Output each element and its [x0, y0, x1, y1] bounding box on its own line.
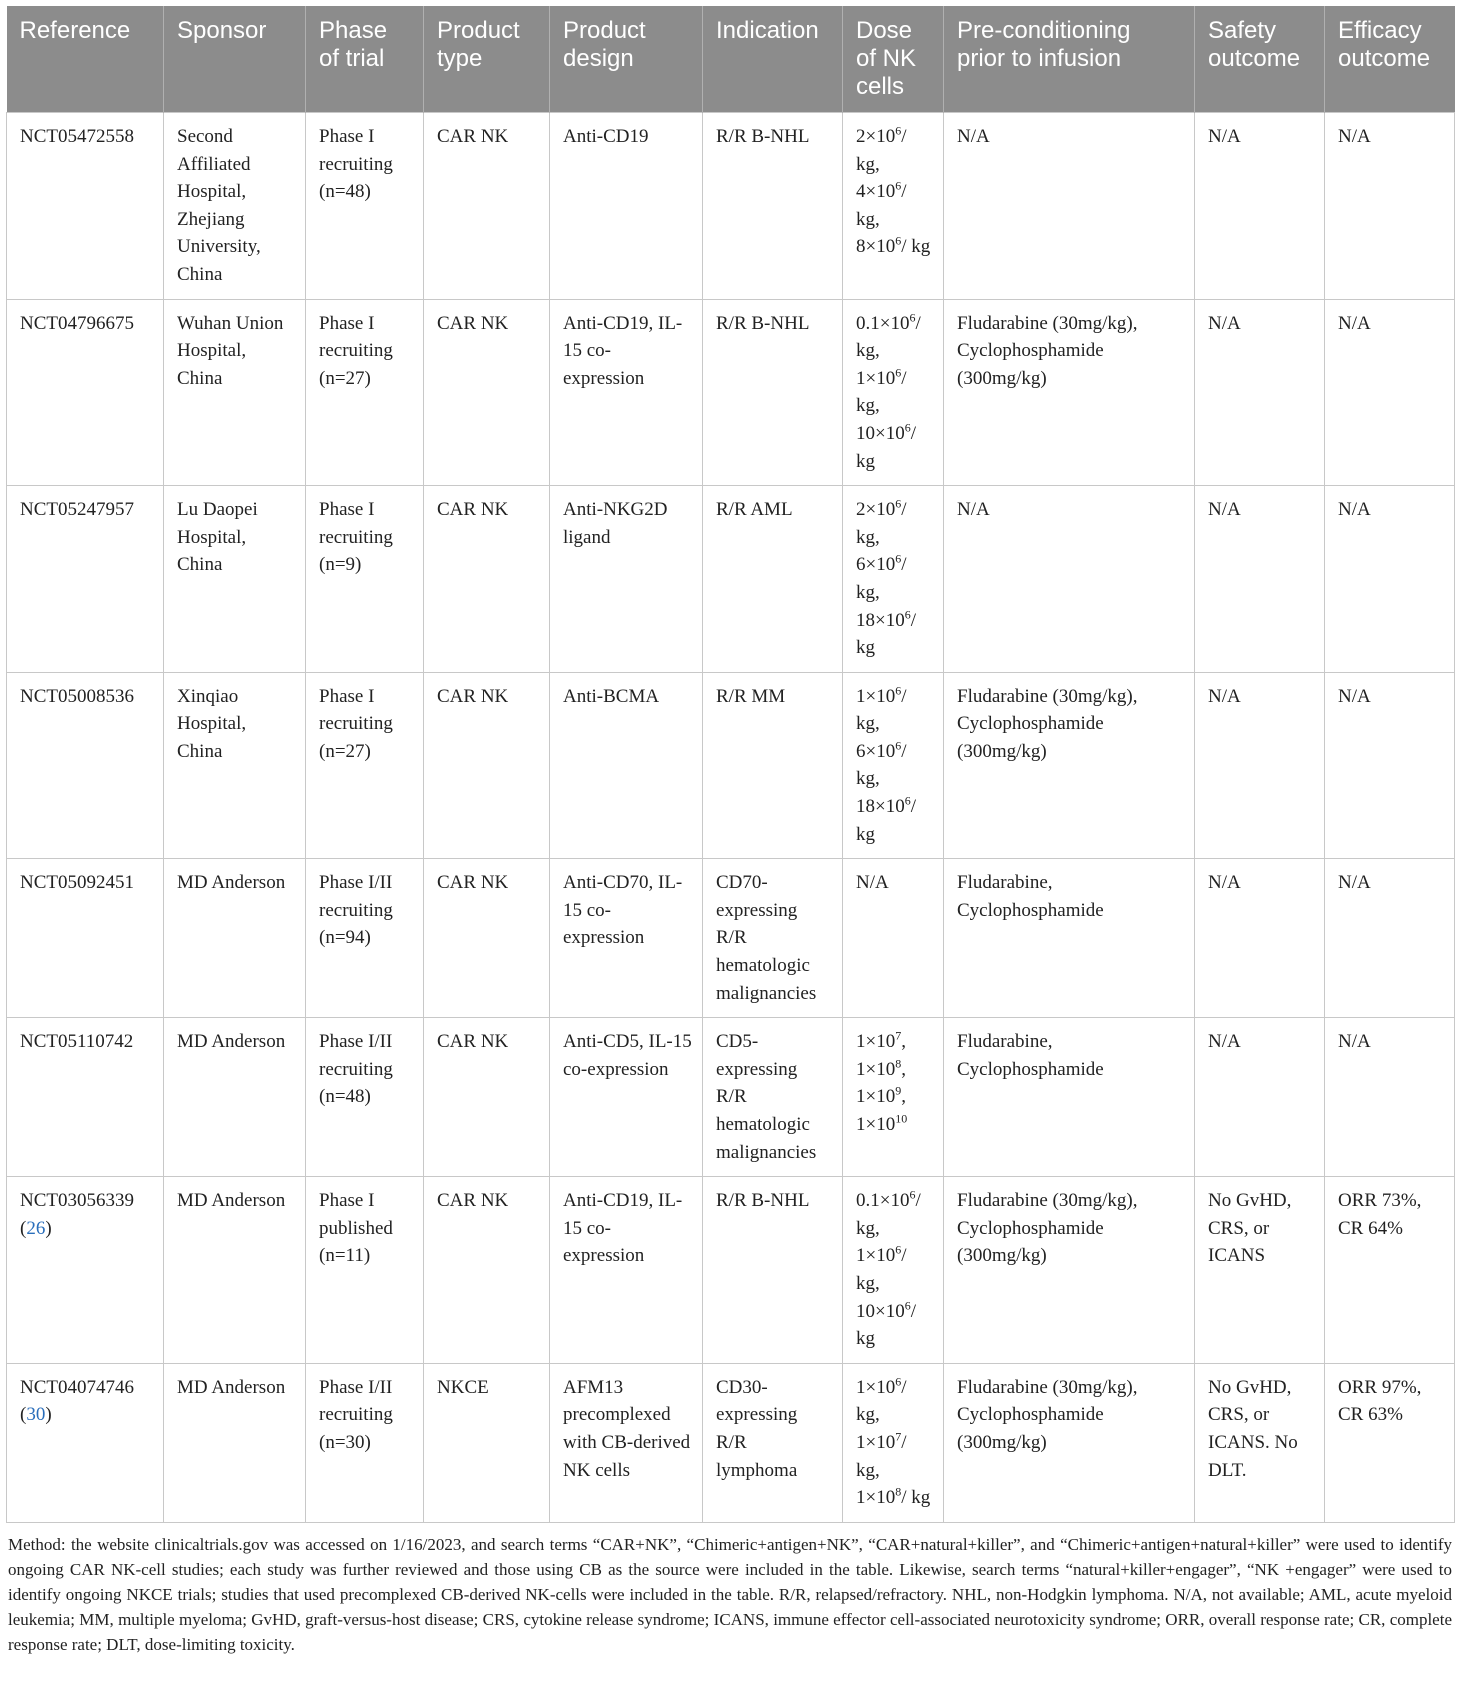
header-indication: Indication	[703, 6, 843, 113]
dose-unit: / kg	[901, 1487, 931, 1509]
dose-exponent: 6	[904, 420, 911, 435]
cell-product-design: Anti-NKG2D ligand	[550, 486, 703, 673]
dose-exponent: 6	[895, 1243, 902, 1258]
cell-phase: Phase I recruiting (n=9)	[306, 486, 424, 673]
dose-unit: / kg,	[856, 1190, 921, 1239]
table-body	[7, 113, 1455, 1523]
cell-reference	[7, 672, 164, 859]
dose-exponent: 8	[895, 1484, 902, 1499]
cell-reference	[7, 486, 164, 673]
cell-product-type: CAR NK	[424, 486, 550, 673]
dose-exponent: 6	[895, 1374, 902, 1389]
dose-value	[856, 365, 933, 420]
dose-unit: / kg,	[856, 1431, 907, 1481]
dose-base: 6×10	[856, 554, 896, 576]
dose-base: 2×10	[856, 126, 896, 147]
dose-exponent: 6	[895, 234, 902, 249]
cell-reference: NCT03056339 (26)	[7, 1177, 164, 1364]
cell-indication: CD70-expressing R/R hematologic malignancies	[703, 859, 843, 1018]
cell-dose	[843, 1177, 944, 1364]
dose-base: 4×10	[856, 181, 896, 203]
cell-safety: N/A	[1195, 486, 1325, 673]
cell-phase: Phase I/II recruiting (n=48)	[306, 1018, 424, 1177]
cell-dose	[843, 1363, 944, 1522]
dose-value	[856, 1187, 933, 1242]
cell-safety: N/A	[1195, 672, 1325, 859]
cell-preconditioning: Fludarabine (30mg/kg), Cyclophosphamide (300mg/kg)	[944, 299, 1195, 486]
cell-indication: CD5-expressing R/R hematologic malignancies	[703, 1018, 843, 1177]
dose-base: 18×10	[856, 796, 905, 818]
dose-unit: / kg,	[856, 685, 907, 735]
dose-unit: / kg	[856, 796, 916, 845]
reference-id: NCT05472558	[20, 126, 134, 147]
dose-base: 10×10	[856, 422, 905, 444]
cell-efficacy: N/A	[1325, 859, 1455, 1018]
dose-base: 18×10	[856, 609, 905, 631]
header-phase: Phase of trial	[306, 6, 424, 113]
cell-phase: Phase I recruiting (n=48)	[306, 113, 424, 300]
header-reference: Reference	[7, 6, 164, 113]
dose-base: 0.1×10	[856, 1190, 910, 1212]
dose-value	[856, 123, 933, 178]
dose-exponent: 6	[909, 310, 916, 325]
dose-exponent: 6	[895, 496, 902, 511]
table-footnote: Method: the website clinicaltrials.gov was accessed on 1/16/2023, and search terms “CAR+NK”, “Chimeric+antigen+NK”, “CAR+natural+killer”, and “Chimeric+antigen+natural+killer” were used to identify ongoing CAR NK-cell studies; each study was further reviewed and those using CB as the source were included in the table. Likewise, search terms “natural+killer+engager”, “NK +engager” were used to identify ongoing NKCE trials; studies that used precomplexed CB-derived NK-cells were included in the table. R/R, relapsed/refractory. NHL, non-Hodgkin lymphoma. N/A, not available; AML, acute myeloid leukemia; MM, multiple myeloma; GvHD, graft-versus-host disease; CRS, cytokine release syndrome; ICANS, immune effector cell-associated neurotoxicity syndrome; ORR, overall response rate; CR, complete response rate; DLT, dose-limiting toxicity.	[8, 1534, 1452, 1654]
cell-preconditioning: Fludarabine (30mg/kg), Cyclophosphamide (300mg/kg)	[944, 1363, 1195, 1522]
reference-id: NCT05092451	[20, 872, 134, 894]
dose-base: 1×10	[856, 685, 896, 707]
dose-value	[856, 1111, 933, 1139]
dose-exponent: 6	[895, 738, 902, 753]
cell-safety: N/A	[1195, 113, 1325, 300]
dose-unit: / kg	[856, 422, 916, 472]
cell-dose	[843, 672, 944, 859]
cell-product-design: Anti-CD5, IL-15 co-expression	[550, 1018, 703, 1177]
dose-base: N/A	[856, 872, 889, 894]
cell-phase: Phase I published (n=11)	[306, 1177, 424, 1364]
dose-unit: ,	[901, 1031, 906, 1053]
dose-base: 1×10	[856, 367, 896, 389]
cell-sponsor: MD Anderson	[164, 1363, 306, 1522]
cell-indication: R/R B-NHL	[703, 299, 843, 486]
cell-product-type: NKCE	[424, 1363, 550, 1522]
cell-efficacy: ORR 73%, CR 64%	[1325, 1177, 1455, 1364]
dose-value	[856, 420, 933, 475]
dose-value	[856, 607, 933, 662]
cell-sponsor: MD Anderson	[164, 1177, 306, 1364]
dose-value	[856, 1083, 933, 1111]
cell-phase: Phase I/II recruiting (n=30)	[306, 1363, 424, 1522]
reference-id: NCT05110742	[20, 1031, 134, 1053]
dose-base: 1×10	[856, 1031, 896, 1053]
cell-sponsor: MD Anderson	[164, 859, 306, 1018]
cell-indication: R/R B-NHL	[703, 1177, 843, 1364]
header-row	[7, 6, 1455, 113]
cell-sponsor: Wuhan Union Hospital, China	[164, 299, 306, 486]
dose-value	[856, 233, 933, 261]
cell-preconditioning: N/A	[944, 113, 1195, 300]
dose-unit: / kg,	[856, 126, 907, 175]
dose-value	[856, 683, 933, 738]
dose-base: 1×10	[856, 1487, 896, 1509]
cell-product-design: Anti-CD19	[550, 113, 703, 300]
dose-unit: / kg,	[856, 181, 907, 230]
cell-dose	[843, 113, 944, 300]
dose-base: 1×10	[856, 1245, 896, 1267]
dose-unit: ,	[901, 1058, 906, 1080]
cell-preconditioning: Fludarabine, Cyclophosphamide	[944, 1018, 1195, 1177]
dose-value	[856, 738, 933, 793]
dose-exponent: 6	[895, 123, 902, 138]
cell-reference	[7, 859, 164, 1018]
dose-exponent: 6	[895, 551, 902, 566]
cell-sponsor: MD Anderson	[164, 1018, 306, 1177]
table-row	[7, 113, 1455, 300]
cell-product-type: CAR NK	[424, 859, 550, 1018]
table-header	[7, 6, 1455, 113]
dose-value	[856, 1429, 933, 1484]
cell-product-type: CAR NK	[424, 1177, 550, 1364]
cell-product-type: CAR NK	[424, 672, 550, 859]
citation-link[interactable]: 26	[26, 1217, 46, 1239]
table-row	[7, 299, 1455, 486]
cell-product-design: Anti-CD19, IL-15 co-expression	[550, 1177, 703, 1364]
cell-sponsor: Second Affiliated Hospital, Zhejiang University, China	[164, 113, 306, 300]
cell-phase: Phase I recruiting (n=27)	[306, 672, 424, 859]
cell-indication: R/R AML	[703, 486, 843, 673]
dose-exponent: 6	[904, 1298, 911, 1313]
dose-unit: / kg,	[856, 554, 907, 603]
dose-base: 1×10	[856, 1114, 896, 1135]
table-row	[7, 672, 1455, 859]
dose-unit: / kg	[856, 609, 916, 659]
cell-preconditioning: Fludarabine (30mg/kg), Cyclophosphamide (300mg/kg)	[944, 1177, 1195, 1364]
dose-base: 6×10	[856, 740, 896, 762]
dose-unit: ,	[901, 1086, 906, 1108]
dose-exponent: 6	[909, 1187, 916, 1202]
cell-preconditioning: Fludarabine, Cyclophosphamide	[944, 859, 1195, 1018]
dose-base: 0.1×10	[856, 312, 910, 334]
table-row	[7, 1177, 1455, 1364]
cell-product-design: Anti-CD70, IL-15 co-expression	[550, 859, 703, 1018]
cell-efficacy: N/A	[1325, 672, 1455, 859]
dose-exponent: 10	[895, 1111, 908, 1126]
cell-dose	[843, 859, 944, 1018]
cell-product-type: CAR NK	[424, 299, 550, 486]
dose-value	[856, 1028, 933, 1056]
cell-reference	[7, 113, 164, 300]
dose-unit: / kg,	[856, 367, 907, 417]
reference-id: NCT05008536	[20, 685, 134, 707]
cell-preconditioning: Fludarabine (30mg/kg), Cyclophosphamide (300mg/kg)	[944, 672, 1195, 859]
cell-product-type: CAR NK	[424, 113, 550, 300]
header-dose: Dose of NK cells	[843, 6, 944, 113]
cell-efficacy: N/A	[1325, 299, 1455, 486]
table-row	[7, 1018, 1455, 1177]
table-row	[7, 859, 1455, 1018]
table-row	[7, 486, 1455, 673]
dose-unit: / kg,	[856, 740, 907, 790]
dose-base: 8×10	[856, 236, 896, 258]
dose-value	[856, 1298, 933, 1353]
cell-phase: Phase I recruiting (n=27)	[306, 299, 424, 486]
cell-reference: NCT04074746 (30)	[7, 1363, 164, 1522]
dose-exponent: 7	[895, 1429, 902, 1444]
table-row	[7, 1363, 1455, 1522]
cell-efficacy: N/A	[1325, 1018, 1455, 1177]
trials-table	[6, 6, 1455, 1523]
dose-exponent: 6	[904, 793, 911, 808]
cell-product-type: CAR NK	[424, 1018, 550, 1177]
citation-link[interactable]: 30	[26, 1404, 46, 1426]
dose-exponent: 8	[895, 1056, 902, 1071]
header-preconditioning: Pre-conditioning prior to infusion	[944, 6, 1195, 113]
dose-base: 1×10	[856, 1431, 896, 1453]
dose-value	[856, 551, 933, 606]
dose-value	[856, 793, 933, 848]
reference-id: NCT04796675	[20, 312, 134, 334]
cell-safety: N/A	[1195, 1018, 1325, 1177]
dose-exponent: 6	[895, 365, 902, 380]
document	[6, 6, 1454, 1657]
dose-value	[856, 1484, 933, 1512]
dose-unit: / kg	[901, 236, 931, 258]
dose-value	[856, 1056, 933, 1084]
cell-reference	[7, 1018, 164, 1177]
cell-safety: N/A	[1195, 299, 1325, 486]
cell-sponsor: Xinqiao Hospital, China	[164, 672, 306, 859]
dose-exponent: 6	[895, 683, 902, 698]
cell-indication: CD30-expressing R/R lymphoma	[703, 1363, 843, 1522]
cell-indication: R/R MM	[703, 672, 843, 859]
dose-value	[856, 178, 933, 233]
dose-exponent: 6	[895, 178, 902, 193]
cell-reference	[7, 299, 164, 486]
dose-value	[856, 310, 933, 365]
cell-efficacy: N/A	[1325, 486, 1455, 673]
reference-id: NCT04074746	[20, 1376, 134, 1398]
header-sponsor: Sponsor	[164, 6, 306, 113]
header-product-type: Product type	[424, 6, 550, 113]
dose-unit: / kg,	[856, 1245, 907, 1294]
reference-id: NCT03056339	[20, 1190, 134, 1212]
dose-base: 1×10	[856, 1058, 896, 1080]
cell-dose	[843, 486, 944, 673]
cell-preconditioning: N/A	[944, 486, 1195, 673]
cell-efficacy: ORR 97%, CR 63%	[1325, 1363, 1455, 1522]
dose-exponent: 9	[895, 1084, 902, 1099]
cell-dose	[843, 299, 944, 486]
dose-value	[856, 869, 933, 897]
dose-unit: / kg,	[856, 499, 907, 548]
cell-product-design: Anti-BCMA	[550, 672, 703, 859]
dose-exponent: 7	[895, 1028, 902, 1043]
dose-base: 10×10	[856, 1300, 905, 1322]
cell-dose	[843, 1018, 944, 1177]
cell-indication: R/R B-NHL	[703, 113, 843, 300]
dose-value	[856, 1374, 933, 1429]
header-efficacy: Efficacy outcome	[1325, 6, 1455, 113]
dose-base: 1×10	[856, 1376, 896, 1398]
cell-efficacy: N/A	[1325, 113, 1455, 300]
dose-unit: / kg,	[856, 312, 921, 362]
dose-value	[856, 496, 933, 551]
reference-id: NCT05247957	[20, 499, 134, 521]
cell-product-design: Anti-CD19, IL-15 co-expression	[550, 299, 703, 486]
cell-sponsor: Lu Daopei Hospital, China	[164, 486, 306, 673]
dose-unit: / kg,	[856, 1376, 907, 1426]
cell-safety: No GvHD, CRS, or ICANS	[1195, 1177, 1325, 1364]
cell-safety: No GvHD, CRS, or ICANS. No DLT.	[1195, 1363, 1325, 1522]
dose-exponent: 6	[904, 607, 911, 622]
header-product-design: Product design	[550, 6, 703, 113]
dose-base: 2×10	[856, 499, 896, 521]
header-safety: Safety outcome	[1195, 6, 1325, 113]
cell-phase: Phase I/II recruiting (n=94)	[306, 859, 424, 1018]
cell-safety: N/A	[1195, 859, 1325, 1018]
dose-value	[856, 1242, 933, 1297]
cell-product-design: AFM13 precomplexed with CB-derived NK cells	[550, 1363, 703, 1522]
dose-unit: / kg	[856, 1300, 916, 1350]
dose-base: 1×10	[856, 1086, 896, 1108]
